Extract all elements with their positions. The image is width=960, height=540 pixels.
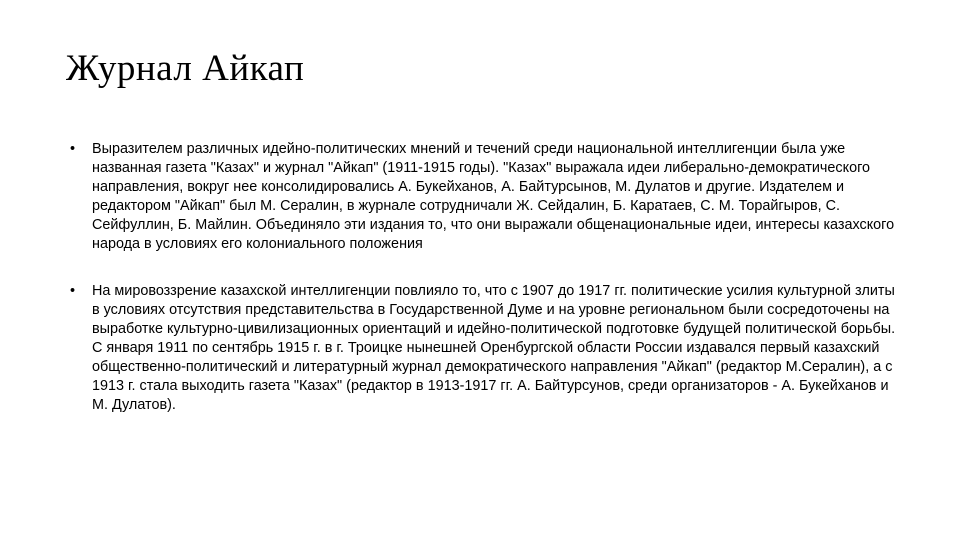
bullet-marker-icon: •	[70, 283, 76, 300]
bullet-list	[62, 140, 900, 415]
list-item-text: Выразителем различных идейно-политических мнений и течений среди национальной интеллигенции была уже названная газета "Казах" и журнал "Айкап" (1911-1915 годы). "Казах" выражала идеи либерально-демократического направления, вокруг нее консолидировались А. Букейханов, А. Байтурсынов, М. Дулатов и другие. Издателем и редактором "Айкап" был М. Сералин, в журнале сотрудничали Ж. Сейдалин, Б. Каратаев, С. М. Торайгыров, С. Сейфуллин, Б. Майлин. Объединяло эти издания то, что они выражали общенациональные идеи, интересы казахского народа в условиях его колониального положения	[92, 141, 899, 253]
list-item	[62, 140, 900, 254]
bullet-marker-icon: •	[70, 141, 76, 157]
list-item-text: На мировоззрение казахской интеллигенции повлияло то, что с 1907 до 1917 гг. политические усилия культурной злиты в условиях отсутствия представительства в Государственной Думе и на уровне региональном были сосредоточены на выработке культурно-цивилизационных ориентаций и идейно-политической подготовке будущей политической борьбы. С января 1911 по сентябрь 1915 г. в г. Троицке нынешней Оренбургской области России издавался первый казахский общественно-политический и литературный журнал демократического направления "Айкап" (редактор М.Сералин), а с 1913 г. стала выходить газета "Казах" (редактор в 1913-1917 гг. А. Байтурсунов, среди организаторов - А. Букейханов и М. Дулатов).	[92, 283, 900, 414]
list-item	[62, 282, 900, 415]
page-title: Журнал Айкап	[66, 48, 305, 89]
